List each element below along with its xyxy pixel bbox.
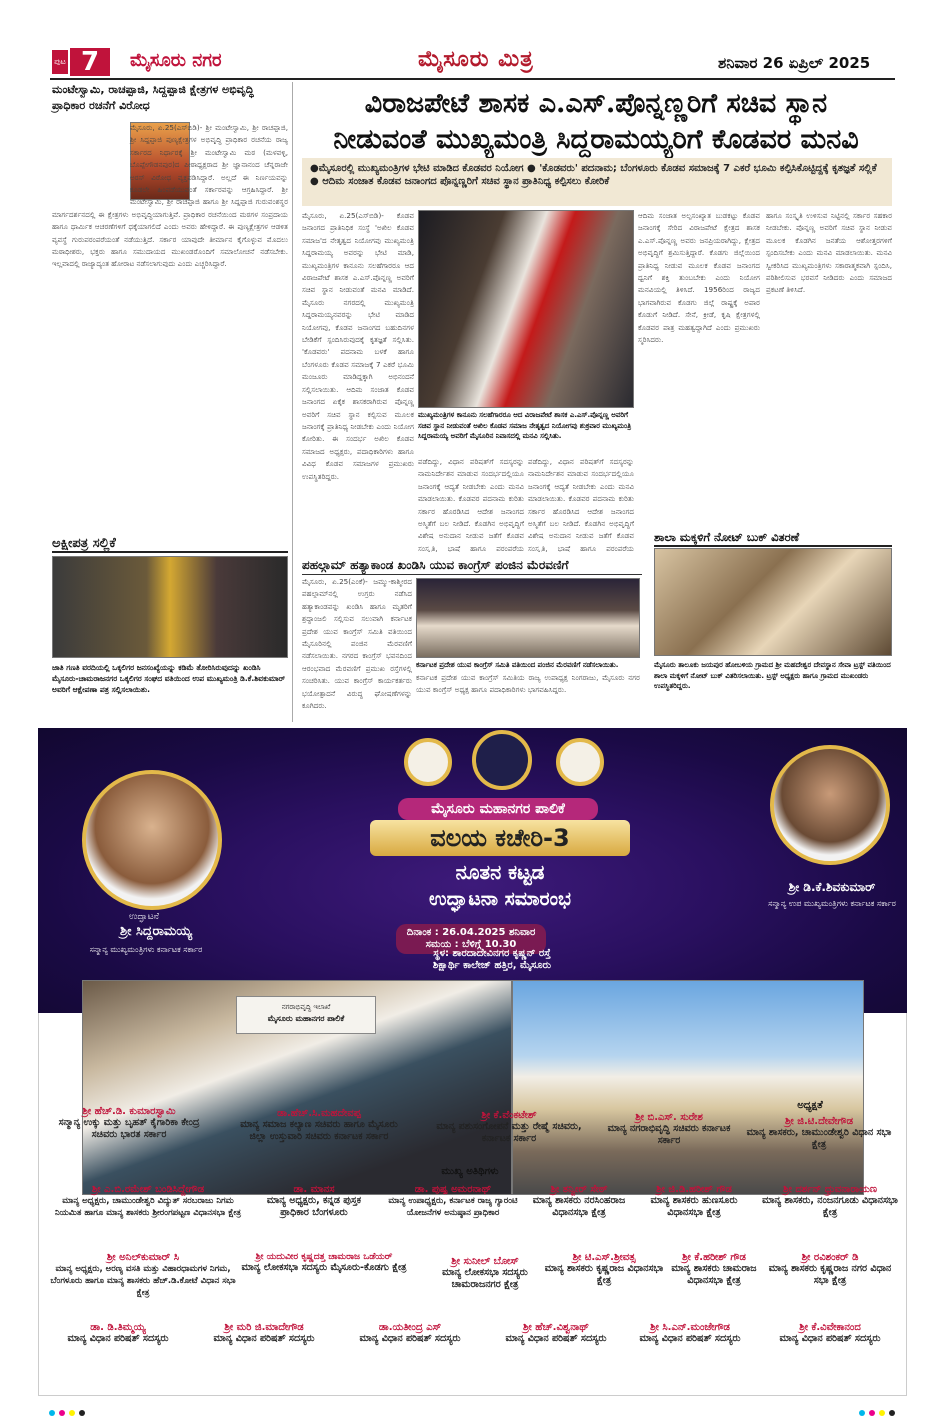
mysore-emblem-icon (556, 738, 604, 786)
honour-photo (52, 556, 288, 658)
presidency-label: ಅಧ್ಯಕ್ಷತೆ (797, 1100, 823, 1111)
lead-col-1: ಮೈಸೂರು, ಏ.25(ಎಸ್‌ಬಿಡಿ)- ಕೊಡವ ಜನಾಂಗದ ಪ್ರಾತಿನಿಧಿಕ ಸಂಸ್ಥೆ 'ಅಖಿಲ ಕೊಡವ ಸಮಾಜ'ದ ನೇತೃತ್ವದ ನಿಯೋಗವು ಮುಖ್ಯಮಂತ್ರಿ ಸಿದ್ದರಾಮಯ್ಯ ಅವರನ್ನು ಭೇಟಿ ಮಾಡಿ, ಮುಖ್ಯಮಂತ್ರಿಗಳ ಕಾನೂನು ಸಲಹೆಗಾರರೂ ಆದ ವಿರಾಜಪೇಟೆ ಶಾಸಕ ಎ.ಎಸ್.ಪೊನ್ನಣ್ಣ ಅವರಿಗೆ ಸಚಿವ ಸ್ಥಾನ ನೀಡುವಂತೆ ಮನವಿ ಮಾಡಿದೆ. ಮೈಸೂರು ನಗರದಲ್ಲಿ ಮುಖ್ಯಮಂತ್ರಿ ಸಿದ್ದರಾಮಯ್ಯನವರನ್ನು ಭೇಟಿ ಮಾಡಿದ ನಿಯೋಗವು, ಕೊಡವ ಜನಾಂಗದ ಬಹುದಿನಗಳ ಬೇಡಿಕೆಗೆ ಸ್ಪಂದಿಸಿರುವುದಕ್ಕೆ ಕೃತಜ್ಞತೆ ಸಲ್ಲಿಸಿತು. 'ಕೊಡವರು' ಪದನಾಮ ಬಳಕೆ ಹಾಗೂ ಬೆಂಗಳೂರು ಕೊಡವ ಸಮಾಜಕ್ಕೆ 7 ಎಕರೆ ಭೂಮಿ ಮಂಜೂರು ಮಾಡಿದ್ದಕ್ಕಾಗಿ ಅಭಿನಂದನೆ ಸಲ್ಲಿಸಲಾಯಿತು. ಆದಿಮ ಸಂಜಾತ ಕೊಡವ ಜನಾಂಗದ ಏಕೈಕ ಶಾಸಕರಾಗಿರುವ ಪೊನ್ನಣ್ಣ ಅವರಿಗೆ ಸಚಿವ ಸ್ಥಾನ ಕಲ್ಪಿಸುವ ಮೂಲಕ ಜನಾಂಗಕ್ಕೆ ಪ್ರಾತಿನಿಧ್ಯ ನೀಡಬೇಕು ಎಂದು ನಿಯೋಗ ಕೋರಿತು. ಈ ಸಂದರ್ಭ ಅಖಿಲ ಕೊಡವ ಸಮಾಜದ ಅಧ್ಯಕ್ಷರು, ಪದಾಧಿಕಾರಿಗಳು ಹಾಗೂ ವಿವಿಧ ಕೊಡವ ಸಮಾಜಗಳ ಪ್ರಮುಖರು ಉಪಸ್ಥಿತರಿದ್ದರು. (302, 211, 414, 481)
dignitary-designation: ಮಾನ್ಯ ಸಮಾಜ ಕಲ್ಯಾಣ ಸಚಿವರು ಹಾಗೂ ಮೈಸೂರು ಜಿಲ್ಲಾ ಉಸ್ತುವಾರಿ ಸಚಿವರು ಕರ್ನಾಟಕ ಸರ್ಕಾರ (240, 1119, 398, 1142)
dignitary (760, 1322, 900, 1345)
dignitary-name: ಶ್ರೀ ದರ್ಶನ್ ಧ್ರುವನಾರಾಯಣ (783, 1184, 877, 1195)
dignitary (48, 1252, 238, 1299)
dignitary (744, 1116, 894, 1151)
dignitary (234, 1108, 404, 1143)
page-number: 7 (70, 48, 110, 76)
dignitaries-row-4 (44, 1322, 904, 1362)
honour-box-title: ಅಕ್ಷೀಪತ್ರ ಸಲ್ಲಿಕೆ (52, 536, 288, 553)
inaugurator-label: ಉದ್ಘಾಟನೆ (129, 912, 159, 922)
dignitary-name: ಡಾ.ಯತೀಂದ್ರ ಎಸ್ (378, 1322, 442, 1333)
cm-name: ಶ್ರೀ ಸಿದ್ದರಾಮಯ್ಯ (120, 924, 192, 939)
dignitary-designation: ಮಾನ್ಯ ಶಾಸಕರು ನರಸಿಂಹರಾಜ ವಿಧಾನಸಭಾ ಕ್ಷೇತ್ರ (532, 1195, 626, 1218)
dignitary (760, 1184, 900, 1219)
dignitary-designation: ಮಾನ್ಯ ಶಾಸಕರು, ನಂಜನಗೂಡು ವಿಧಾನಸಭಾ ಕ್ಷೇತ್ರ (762, 1195, 898, 1218)
dignitary-name: ಶ್ರೀ ಸಿ.ಎನ್.ಮಂಜೇಗೌಡ (650, 1322, 730, 1333)
dignitary-designation: ಮಾನ್ಯ ಶಾಸಕರು, ಚಾಮುಂಡೇಶ್ವರಿ ವಿಧಾನ ಸಭಾ ಕ್ಷೇತ್ರ (746, 1127, 892, 1150)
cm-portrait (82, 770, 222, 910)
header-rule (50, 78, 895, 80)
dignitary (254, 1184, 374, 1219)
dignitary-name: ಶ್ರೀ ಜಿ.ಟಿ.ದೇವೇಗೌಡ (784, 1116, 854, 1127)
dcm-designation: ಸನ್ಮಾನ್ಯ ಉಪ ಮುಖ್ಯಮಂತ್ರಿಗಳು ಕರ್ನಾಟಕ ಸರ್ಕಾರ (768, 899, 896, 908)
dignitary (486, 1322, 626, 1345)
issue-date: ಶನಿವಾರ 26 ಏಪ್ರಿಲ್ 2025 (718, 54, 871, 72)
dignitary-name: ಶ್ರೀ ಸುನೀಲ್ ಬೋಸ್ (451, 1256, 519, 1267)
meeting-banner-big: ಮೈಸೂರು ಮಹಾನಗರ ಪಾಲಿಕೆ (267, 1014, 345, 1023)
congress-photo (416, 578, 640, 658)
column-divider (292, 82, 293, 722)
dignitary-name: ಡಾ. ಡಿ.ತಿಮ್ಮಯ್ಯ (90, 1322, 146, 1333)
school-box-title: ಶಾಲಾ ಮಕ್ಕಳಿಗೆ ನೋಟ್ ಬುಕ್ ವಿತರಣೆ (654, 530, 892, 547)
honour-caption: ಜಾತಿ ಗಣತಿ ವರದಿಯಲ್ಲಿ ಒಕ್ಕಲಿಗರ ಜನಸಂಖ್ಯೆಯನ್ನು ಕಡಿಮೆ ತೋರಿಸಿರುವುದನ್ನು ಖಂಡಿಸಿ ಮೈಸೂರು-ಚಾಮರಾಜನಗರ ಒಕ್ಕಲಿಗರ ಸಂಘದ ವತಿಯಿಂದ ಉಪ ಮುಖ್ಯಮಂತ್ರಿ ಡಿ.ಕೆ.ಶಿವಕುಮಾರ್ ಅವರಿಗೆ ಆಕ್ಷೇಪಣಾ ಪತ್ರ ಸಲ್ಲಿಸಲಾಯಿತು. (52, 663, 286, 694)
meeting-banner-small: ನಗರಾಭಿವೃದ್ಧಿ ಇಲಾಖೆ (281, 1003, 331, 1011)
dignitary (420, 1256, 550, 1291)
dignitary-designation: ಸನ್ಮಾನ್ಯ ಉಕ್ಕು ಮತ್ತು ಬೃಹತ್ ಕೈಗಾರಿಕಾ ಕೇಂದ್ರ ಸಚಿವರು ಭಾರತ ಸರ್ಕಾರ (58, 1117, 200, 1140)
left-story-headline: ಮಂಟೇಸ್ವಾಮಿ, ರಾಚಪ್ಪಾಜಿ, ಸಿದ್ದಪ್ಪಾಜಿ ಕ್ಷೇತ್ರಗಳ ಅಭಿವೃದ್ಧಿ ಪ್ರಾಧಿಕಾರ ರಚನೆಗೆ ವಿರೋಧ (52, 83, 254, 112)
dignitary-designation: ಮಾನ್ಯ ವಿಧಾನ ಪರಿಷತ್ ಸದಸ್ಯರು (67, 1333, 169, 1344)
dignitary (544, 1252, 664, 1287)
congress-tail: ಕರ್ನಾಟಕ ಪ್ರದೇಶ ಯುವ ಕಾಂಗ್ರೆಸ್ ಸಮಿತಿಯ ರಾಜ್ಯ ಉಪಾಧ್ಯಕ್ಷ ನಿಂಗರಾಜು, ಮೈಸೂರು ನಗರ ಯುವ ಕಾಂಗ್ರೆಸ್ ಅಧ್ಯಕ್ಷ ಹಾಗೂ ಪದಾಧಿಕಾರಿಗಳು ಭಾಗವಹಿಸಿದ್ದರು. (416, 673, 640, 695)
ad-venue: ಸ್ಥಳ: ಶಾರದಾದೇವಿನಗರ ಕೃಷ್ಣನ್ ರಸ್ತೆ ಶಿಕ್ಷಾರ್ಥಿ ಕಾಲೇಜ್ ಹತ್ತಿರ, ಮೈಸೂರು (432, 948, 552, 971)
lead-headline-line2: ನೀಡುವಂತೆ ಮುಖ್ಯಮಂತ್ರಿ ಸಿದ್ದರಾಮಯ್ಯರಿಗೆ ಕೊಡವರ ಮನವಿ (333, 124, 859, 155)
dignitary-name: ಶ್ರೀ ಬಿ.ಎಸ್. ಸುರೇಶ (635, 1112, 703, 1123)
meeting-banner (236, 996, 376, 1034)
masthead-logo: ಮೈಸೂರು ಮಿತ್ರ (418, 46, 534, 72)
ad-time: ಸಮಯ : ಬೆಳಿಗ್ಗೆ 10.30 (425, 939, 517, 950)
ad-zone-office-title: ವಲಯ ಕಚೇರಿ-3 (370, 820, 630, 856)
lead-col-4: ಹಾಗೂ ಸಂಸ್ಕೃತಿ ಉಳಿಸುವ ನಿಟ್ಟಿನಲ್ಲಿ ಸರ್ಕಾರ ಸಹಕಾರ ನೀಡಬೇಕು. ಪೊನ್ನಣ್ಣ ಅವರಿಗೆ ಸಚಿವ ಸ್ಥಾನ ನೀಡುವ ಮೂಲಕ ಕೊಡಗಿನ ಜನತೆಯ ಆಶೋತ್ತರಗಳಿಗೆ ಸ್ಪಂದಿಸಬೇಕು ಎಂದು ಮನವಿ ಮಾಡಲಾಯಿತು. ಮನವಿ ಸ್ವೀಕರಿಸಿದ ಮುಖ್ಯಮಂತ್ರಿಗಳು ಸಕಾರಾತ್ಮಕವಾಗಿ ಸ್ಪಂದಿಸಿ, ಪರಿಶೀಲಿಸುವ ಭರವಸೆ ನೀಡಿದರು ಎಂದು ಸಮಾಜದ ಪ್ರಕಟಣೆ ತಿಳಿಸಿದೆ. (766, 211, 892, 295)
congress-photo-caption: ಕರ್ನಾಟಕ ಪ್ರದೇಶ ಯುವ ಕಾಂಗ್ರೆಸ್ ಸಮಿತಿ ವತಿಯಿಂದ ಪಂಜಿನ ಮೆರವಣಿಗೆ ನಡೆಸಲಾಯಿತು. (416, 661, 619, 669)
dignitary-designation: ಮಾನ್ಯ ವಿಧಾನ ಪರಿಷತ್ ಸದಸ್ಯರು (505, 1333, 607, 1344)
dignitary (48, 1322, 188, 1345)
dcm-name: ಶ್ರೀ ಡಿ.ಕೆ.ಶಿವಕುಮಾರ್ (788, 880, 876, 894)
dignitary-name: ಶ್ರೀ ಮರಿ ಜಿ.ಮಾದೇಗೌಡ (224, 1322, 304, 1333)
dignitary (654, 1252, 774, 1287)
dignitary (634, 1184, 754, 1219)
dignitaries-row-3 (44, 1252, 904, 1316)
dignitary (54, 1106, 204, 1141)
lead-col-3: ಆದಿಮ ಸಂಜಾತ ಅಲ್ಪಸಂಖ್ಯಾತ ಬುಡಕಟ್ಟು ಕೊಡವ ಜನಾಂಗಕ್ಕೆ ಸೇರಿದ ವಿರಾಜಪೇಟೆ ಕ್ಷೇತ್ರದ ಶಾಸಕ ಎ.ಎಸ್.ಪೊನ್ನಣ್ಣ ಅವರು ಜನಪ್ರಿಯರಾಗಿದ್ದು, ಕ್ಷೇತ್ರದ ಅಭಿವೃದ್ಧಿಗೆ ಶ್ರಮಿಸುತ್ತಿದ್ದಾರೆ. ಕೊಡಗು ಜಿಲ್ಲೆಯಿಂದ ಪ್ರಾತಿನಿಧ್ಯ ನೀಡುವ ಮೂಲಕ ಕೊಡವ ಜನಾಂಗದ ಧ್ವನಿಗೆ ಶಕ್ತಿ ತುಂಬಬೇಕು ಎಂದು ನಿಯೋಗ ಮನವಿಯಲ್ಲಿ ತಿಳಿಸಿದೆ. 1956ರಿಂದ ರಾಜ್ಯದ ಭಾಗವಾಗಿರುವ ಕೊಡಗು ಜಿಲ್ಲೆ ರಾಷ್ಟ್ರಕ್ಕೆ ಅಪಾರ ಕೊಡುಗೆ ನೀಡಿದೆ. ಸೇನೆ, ಕ್ರೀಡೆ, ಕೃಷಿ ಕ್ಷೇತ್ರಗಳಲ್ಲಿ ಕೊಡವರ ಪಾತ್ರ ಮಹತ್ವದ್ದಾಗಿದೆ ಎಂದು ಪ್ರಮುಖರು ಸ್ಮರಿಸಿದರು. (638, 211, 760, 345)
dignitary-designation: ಮಾನ್ಯ ಪಶುಸಂಗೋಪನೆ ಮತ್ತು ರೇಷ್ಮೆ ಸಚಿವರು, ಕರ್ನಾಟಕ ಸರ್ಕಾರ (436, 1121, 582, 1144)
chief-guests-label: ಮುಖ್ಯ ಅತಿಥಿಗಳು (441, 1166, 499, 1177)
dignitary-name: ಶ್ರೀ ಯದುವೀರ ಕೃಷ್ಣದತ್ತ ಚಾಮರಾಜ ಒಡೆಯರ್ (255, 1252, 393, 1262)
dignitary (424, 1110, 594, 1145)
photo-float-spacer (52, 122, 130, 202)
dignitary-designation: ಮಾನ್ಯ ಅಧ್ಯಕ್ಷರು, ಕನ್ನಡ ಪುಸ್ತಕ ಪ್ರಾಧಿಕಾರ ಬೆಂಗಳೂರು (266, 1195, 362, 1218)
dignitary (234, 1252, 414, 1274)
dignitary-name: ಶ್ರೀ ಕೆ.ಹರೀಶ್ ಗೌಡ (682, 1252, 746, 1263)
dignitary-name: ಶ್ರೀ ರವಿಶಂಕರ್ ಡಿ (801, 1252, 859, 1263)
page-tag: ಪುಟ (52, 50, 68, 74)
dignitary-name: ಡಾ.ಹೆಚ್.ಸಿ.ಮಹದೇವಪ್ಪ (277, 1108, 361, 1119)
school-photo (654, 548, 892, 656)
ad-corporation-title: ಮೈಸೂರು ಮಹಾನಗರ ಪಾಲಿಕೆ (398, 798, 598, 820)
lead-headline-line1: ವಿರಾಜಪೇಟೆ ಶಾಸಕ ಎ.ಎಸ್.ಪೊನ್ನಣ್ಣರಿಗೆ ಸಚಿವ ಸ್ಥಾನ (364, 88, 828, 119)
dignitary-name: ಶ್ರೀ ಕೆ.ವಿವೇಕಾನಂದ (799, 1322, 861, 1333)
left-story-text: ಮೈಸೂರು, ಏ.25(ಎಸ್‌ಬಿಡಿ)- ಶ್ರೀ ಮಂಟೇಸ್ವಾಮಿ, ಶ್ರೀ ರಾಚಪ್ಪಾಜಿ, ಶ್ರೀ ಸಿದ್ದಪ್ಪಾಜಿ ಪುಣ್ಯಕ್ಷೇತ್ರಗಳ ಅಭಿವೃದ್ಧಿ ಪ್ರಾಧಿಕಾರ ರಚನೆಯ ರಾಜ್ಯ ಸರ್ಕಾರದ ನಿರ್ಧಾರಕ್ಕೆ ಶ್ರೀ ಮಂಟೇಸ್ವಾಮಿ ಮಠ (ಮಳವಳ್ಳಿ, ಬೊಪ್ಪೇಗೌಡನಪುರ)ದ ಪೀಠಾಧ್ಯಕ್ಷರಾದ ಶ್ರೀ ಜ್ಞಾನಾನಂದ ಚೆನ್ನರಾಜೇ ಅರಸ್ ವಿರೋಧ ವ್ಯಕ್ತಪಡಿಸಿದ್ದಾರೆ. ಅಲ್ಲದೆ ಈ ನಿರ್ಣಯವನ್ನು ಕೂಡಲೇ ಹಿಂಪಡೆಯುವಂತೆ ಸರ್ಕಾರವನ್ನು ಆಗ್ರಹಿಸಿದ್ದಾರೆ. ಶ್ರೀ ಮಂಟೇಸ್ವಾಮಿ, ಶ್ರೀ ರಾಚಪ್ಪಾಜಿ ಹಾಗೂ ಶ್ರೀ ಸಿದ್ದಪ್ಪಾಜಿ ಗುರುವಂಶಸ್ಥರ ಮಾರ್ಗದರ್ಶನದಲ್ಲಿ ಈ ಕ್ಷೇತ್ರಗಳು ಅಭಿವೃದ್ಧಿಯಾಗುತ್ತಿವೆ. ಪ್ರಾಧಿಕಾರ ರಚನೆಯಿಂದ ಮಠಗಳ ಸಂಪ್ರದಾಯ ಹಾಗೂ ಧಾರ್ಮಿಕ ಆಚರಣೆಗಳಿಗೆ ಧಕ್ಕೆಯಾಗಲಿದೆ ಎಂದು ಅವರು ಹೇಳಿದ್ದಾರೆ. ಈ ಪುಣ್ಯಕ್ಷೇತ್ರಗಳ ಆಡಳಿತ ವ್ಯವಸ್ಥೆ ಗುರುಪರಂಪರೆಯಂತೆ ನಡೆಯುತ್ತಿದೆ. ಸರ್ಕಾರ ಯಾವುದೇ ತೀರ್ಮಾನ ಕೈಗೊಳ್ಳುವ ಮೊದಲು ಮಠಾಧೀಶರು, ಭಕ್ತರು ಹಾಗೂ ಸಮುದಾಯದ ಮುಖಂಡರೊಂದಿಗೆ ಸಮಾಲೋಚನೆ ನಡೆಸಬೇಕು. ಇಲ್ಲವಾದಲ್ಲಿ ರಾಜ್ಯಾದ್ಯಂತ ಹೋರಾಟ ನಡೆಸಲಾಗುವುದು ಎಂದು ಎಚ್ಚರಿಸಿದ್ದಾರೆ. (52, 123, 288, 269)
dignitary-name: ಶ್ರೀ ಜಿ.ಡಿ.ಹರೀಶ್ ಗೌಡ (656, 1184, 732, 1195)
dignitary-designation: ಮಾನ್ಯ ಲೋಕಸಭಾ ಸದಸ್ಯರು ಮೈಸೂರು-ಕೊಡಗು ಕ್ಷೇತ್ರ (241, 1262, 407, 1273)
dignitary (340, 1322, 480, 1345)
print-registration-marks (48, 1404, 896, 1416)
cm-designation: ಸನ್ಮಾನ್ಯ ಮುಖ್ಯಮಂತ್ರಿಗಳು ಕರ್ನಾಟಕ ಸರ್ಕಾರ (89, 945, 203, 954)
karnataka-emblem-icon (404, 738, 452, 786)
dignitary (760, 1252, 900, 1287)
ad-date: ದಿನಾಂಕ : 26.04.2025 ಶನಿವಾರ (406, 927, 536, 938)
dignitary-name: ಶ್ರೀ ತನ್ವೀರ್ ಸೇಠ್ (550, 1184, 608, 1195)
lead-col-2a: ಪಡೆದಿದ್ದು, ವಿಧಾನ ಪರಿಷತ್‌ಗೆ ಸದಸ್ಯರನ್ನು ನಾಮನಿರ್ದೇಶನ ಮಾಡುವ ಸಂದರ್ಭದಲ್ಲಿಯೂ ಜನಾಂಗಕ್ಕೆ ಆದ್ಯತೆ ನೀಡಬೇಕು ಎಂದು ಮನವಿ ಮಾಡಲಾಯಿತು. ಕೊಡವರ ಪದನಾಮ ಕುರಿತು ಸರ್ಕಾರ ಹೊರಡಿಸಿದ ಆದೇಶ ಜನಾಂಗದ ಅಸ್ಮಿತೆಗೆ ಬಲ ನೀಡಿದೆ. ಕೊಡಗಿನ ಅಭಿವೃದ್ಧಿಗೆ ವಿಶೇಷ ಅನುದಾನ ನೀಡುವ ಜತೆಗೆ ಕೊಡವ ಸಂಸ್ಕೃತಿ, ಭಾಷೆ ಹಾಗೂ ಪರಂಪರೆಯ (418, 457, 524, 552)
dignitary-name: ಡಾ. ಮಾನಸ (293, 1184, 335, 1195)
lead-photo-caption: ಮುಖ್ಯಮಂತ್ರಿಗಳ ಕಾನೂನು ಸಲಹೆಗಾರರೂ ಆದ ವಿರಾಜಪೇಟೆ ಶಾಸಕ ಎ.ಎಸ್.ಪೊನ್ನಣ್ಣ ಅವರಿಗೆ ಸಚಿವ ಸ್ಥಾನ ನೀಡುವಂತೆ ಅಖಿಲ ಕೊಡವ ಸಮಾಜ ನೇತೃತ್ವದ ನಿಯೋಗವು ಶುಕ್ರವಾರ ಮುಖ್ಯಮಂತ್ರಿ ಸಿದ್ದರಾಮಯ್ಯ ಅವರಿಗೆ ಮೈಸೂರಿನ ನಿವಾಸದಲ್ಲಿ ಮನವಿ ಸಲ್ಲಿಸಿತು. (418, 411, 632, 440)
dignitary-designation: ಮಾನ್ಯ ನಗರಾಭಿವೃದ್ಧಿ ಸಚಿವರು ಕರ್ನಾಟಕ ಸರ್ಕಾರ (607, 1123, 731, 1146)
dignitary-designation: ಮಾನ್ಯ ಶಾಸಕರು ಕೃಷ್ಣರಾಜ ನಗರ ವಿಧಾನ ಸಭಾ ಕ್ಷೇತ್ರ (768, 1263, 892, 1286)
page-header (0, 0, 945, 80)
dignitary-designation: ಮಾನ್ಯ ಉಪಾಧ್ಯಕ್ಷರು, ಕರ್ನಾಟಕ ರಾಜ್ಯ ಗ್ಯಾರಂಟಿ ಯೋಜನೆಗಳ ಅನುಷ್ಠಾನ ಪ್ರಾಧಿಕಾರ (388, 1196, 518, 1218)
dignitary (378, 1184, 528, 1219)
dignitary-designation: ಮಾನ್ಯ ಶಾಸಕರು ಕೃಷ್ಣರಾಜ ವಿಧಾನಸಭಾ ಕ್ಷೇತ್ರ (544, 1263, 664, 1286)
corporation-logo-icon (472, 730, 532, 790)
dignitary (620, 1322, 760, 1345)
dignitary (604, 1112, 734, 1147)
school-caption: ಮೈಸೂರು ತಾಲೂಕು ಜಯಪುರ ಹೋಬಳಿಯ ಗ್ರಾಮದ ಶ್ರೀ ಮಹದೇಶ್ವರ ದೇವಸ್ಥಾನ ಸೇವಾ ಟ್ರಸ್ಟ್ ವತಿಯಿಂದ ಶಾಲಾ ಮಕ್ಕಳಿಗೆ ನೋಟ್ ಬುಕ್ ವಿತರಿಸಲಾಯಿತು. ಟ್ರಸ್ಟ್ ಅಧ್ಯಕ್ಷರು ಹಾಗೂ ಗ್ರಾಮದ ಮುಖಂಡರು ಉಪಸ್ಥಿತರಿದ್ದರು. (654, 661, 891, 690)
dignitary-name: ಶ್ರೀ ಟಿ.ಎಸ್.ಶ್ರೀವತ್ಸ (572, 1252, 636, 1263)
left-story-body (52, 122, 288, 534)
lead-photo (418, 210, 634, 408)
dignitary-designation: ಮಾನ್ಯ ಅಧ್ಯಕ್ಷರು, ಚಾಮುಂಡೇಶ್ವರಿ ವಿದ್ಯುತ್ ಸರಬರಾಜು ನಿಗಮ ನಿಯಮಿತ ಹಾಗೂ ಮಾನ್ಯ ಶಾಸಕರು ಶ್ರೀರಂಗಪಟ್ಟಣ ವಿಧಾನಸಭಾ ಕ್ಷೇತ್ರ (54, 1196, 242, 1218)
dignitary-name: ಶ್ರೀ ಎ.ಬಿ.ರಮೇಶ್ ಬಂಡಿಸಿದ್ದೇಗೌಡ (91, 1184, 205, 1195)
dignitary-name: ಶ್ರೀ ಅನಿಲ್‌ಕುಮಾರ್ ಸಿ (106, 1252, 180, 1263)
registration-dots-icon (48, 1407, 896, 1419)
dignitary (514, 1184, 644, 1219)
dignitary-designation: ಮಾನ್ಯ ವಿಧಾನ ಪರಿಷತ್ ಸದಸ್ಯರು (213, 1333, 315, 1344)
dignitaries-row-2 (44, 1184, 904, 1248)
dignitary-designation: ಮಾನ್ಯ ಅಧ್ಯಕ್ಷರು, ಅರಣ್ಯ ವಸತಿ ಮತ್ತು ವಿಹಾರಧಾಮಗಳ ನಿಗಮ, ಬೆಂಗಳೂರು ಹಾಗೂ ಮಾನ್ಯ ಶಾಸಕರು ಹೆಚ್.ಡಿ.ಕೋಟೆ ವಿಧಾನ ಸಭಾ ಕ್ಷೇತ್ರ (50, 1264, 236, 1298)
dignitary-designation: ಮಾನ್ಯ ಲೋಕಸಭಾ ಸದಸ್ಯರು ಚಾಮರಾಜನಗರ ಕ್ಷೇತ್ರ (442, 1267, 528, 1290)
congress-body: ಮೈಸೂರು, ಏ.25(ಎಂಕೆ)- ಜಮ್ಮು-ಕಾಶ್ಮೀರದ ಪಹಲ್ಗಾಮ್‌ನಲ್ಲಿ ಉಗ್ರರು ನಡೆಸಿದ ಹತ್ಯಾಕಾಂಡವನ್ನು ಖಂಡಿಸಿ ಹಾಗೂ ಮೃತರಿಗೆ ಶ್ರದ್ಧಾಂಜಲಿ ಸಲ್ಲಿಸುವ ಸಲುವಾಗಿ ಕರ್ನಾಟಕ ಪ್ರದೇಶ ಯುವ ಕಾಂಗ್ರೆಸ್ ಸಮಿತಿ ವತಿಯಿಂದ ಮೈಸೂರಿನಲ್ಲಿ ಪಂಜಿನ ಮೆರವಣಿಗೆ ನಡೆಸಲಾಯಿತು. ನಗರದ ಕಾಂಗ್ರೆಸ್ ಭವನದಿಂದ ಆರಂಭವಾದ ಮೆರವಣಿಗೆ ಪ್ರಮುಖ ರಸ್ತೆಗಳಲ್ಲಿ ಸಂಚರಿಸಿತು. ಯುವ ಕಾಂಗ್ರೆಸ್ ಕಾರ್ಯಕರ್ತರು ಭಯೋತ್ಪಾದನೆ ವಿರುದ್ಧ ಘೋಷಣೆಗಳನ್ನು ಕೂಗಿದರು. (302, 577, 412, 711)
dignitary-name: ಡಾ. ಪುಷ್ಪ ಅಮರನಾಥ್ (414, 1184, 492, 1195)
dignitary (194, 1322, 334, 1345)
congress-headline: ಪಹಲ್ಗಾಮ್ ಹತ್ಯಾಕಾಂಡ ಖಂಡಿಸಿ ಯುವ ಕಾಂಗ್ರೆಸ್ ಪಂಜಿನ ಮೆರವಣಿಗೆ (302, 556, 642, 575)
dignitary-designation: ಮಾನ್ಯ ವಿಧಾನ ಪರಿಷತ್ ಸದಸ್ಯರು (359, 1333, 461, 1344)
dignitary-name: ಶ್ರೀ ಹೆಚ್.ವಿಶ್ವನಾಥ್ (523, 1322, 589, 1333)
dignitary-designation: ಮಾನ್ಯ ಶಾಸಕರು ಹುಣಸೂರು ವಿಧಾನಸಭಾ ಕ್ಷೇತ್ರ (650, 1195, 738, 1218)
dignitary-designation: ಮಾನ್ಯ ವಿಧಾನ ಪರಿಷತ್ ಸದಸ್ಯರು (639, 1333, 741, 1344)
dignitary-designation: ಮಾನ್ಯ ಶಾಸಕರು ಚಾಮರಾಜ ವಿಧಾನಸಭಾ ಕ್ಷೇತ್ರ (671, 1263, 757, 1286)
dignitaries-row-1 (44, 1106, 904, 1170)
dignitary-name: ಶ್ರೀ ಕೆ.ವೆಂಕಟೇಶ್ (481, 1110, 537, 1121)
ad-new-building-title: ನೂತನ ಕಟ್ಟಡ (455, 860, 545, 884)
dignitary (48, 1184, 248, 1219)
dignitary-name: ಶ್ರೀ ಹೆಚ್.ಡಿ. ಕುಮಾರಸ್ವಾಮಿ (82, 1106, 176, 1117)
ad-ceremony-title: ಉದ್ಘಾಟನಾ ಸಮಾರಂಭ (429, 888, 571, 910)
lead-kicker: ●ಮೈಸೂರಲ್ಲಿ ಮುಖ್ಯಮಂತ್ರಿಗಳ ಭೇಟಿ ಮಾಡಿದ ಕೊಡವರ ನಿಯೋಗ ● 'ಕೊಡವರು' ಪದನಾಮ; ಬೆಂಗಳೂರು ಕೊಡವ ಸಮಾಜಕ್ಕೆ 7 ಎಕರೆ ಭೂಮಿ ಕಲ್ಪಿಸಿಕೊಟ್ಟಿದ್ದಕ್ಕೆ ಕೃತಜ್ಞತೆ ಸಲ್ಲಿಕೆ ● ಆದಿಮ ಸಂಜಾತ ಕೊಡವ ಜನಾಂಗದ ಪೊನ್ನಣ್ಣರಿಗೆ ಸಚಿವ ಸ್ಥಾನ ಪ್ರಾತಿನಿಧ್ಯ ಕಲ್ಪಿಸಲು ಕೋರಿಕೆ (302, 158, 892, 206)
dignitary-designation: ಮಾನ್ಯ ವಿಧಾನ ಪರಿಷತ್ ಸದಸ್ಯರು (779, 1333, 881, 1344)
section-title: ಮೈಸೂರು ನಗರ (130, 50, 222, 71)
lead-col-2b: ಪಡೆದಿದ್ದು, ವಿಧಾನ ಪರಿಷತ್‌ಗೆ ಸದಸ್ಯರನ್ನು ನಾಮನಿರ್ದೇಶನ ಮಾಡುವ ಸಂದರ್ಭದಲ್ಲಿಯೂ ಜನಾಂಗಕ್ಕೆ ಆದ್ಯತೆ ನೀಡಬೇಕು ಎಂದು ಮನವಿ ಮಾಡಲಾಯಿತು. ಕೊಡವರ ಪದನಾಮ ಕುರಿತು ಸರ್ಕಾರ ಹೊರಡಿಸಿದ ಆದೇಶ ಜನಾಂಗದ ಅಸ್ಮಿತೆಗೆ ಬಲ ನೀಡಿದೆ. ಕೊಡಗಿನ ಅಭಿವೃದ್ಧಿಗೆ ವಿಶೇಷ ಅನುದಾನ ನೀಡುವ ಜತೆಗೆ ಕೊಡವ ಸಂಸ್ಕೃತಿ, ಭಾಷೆ ಹಾಗೂ ಪರಂಪರೆಯ (528, 457, 634, 552)
dcm-portrait (770, 745, 890, 865)
